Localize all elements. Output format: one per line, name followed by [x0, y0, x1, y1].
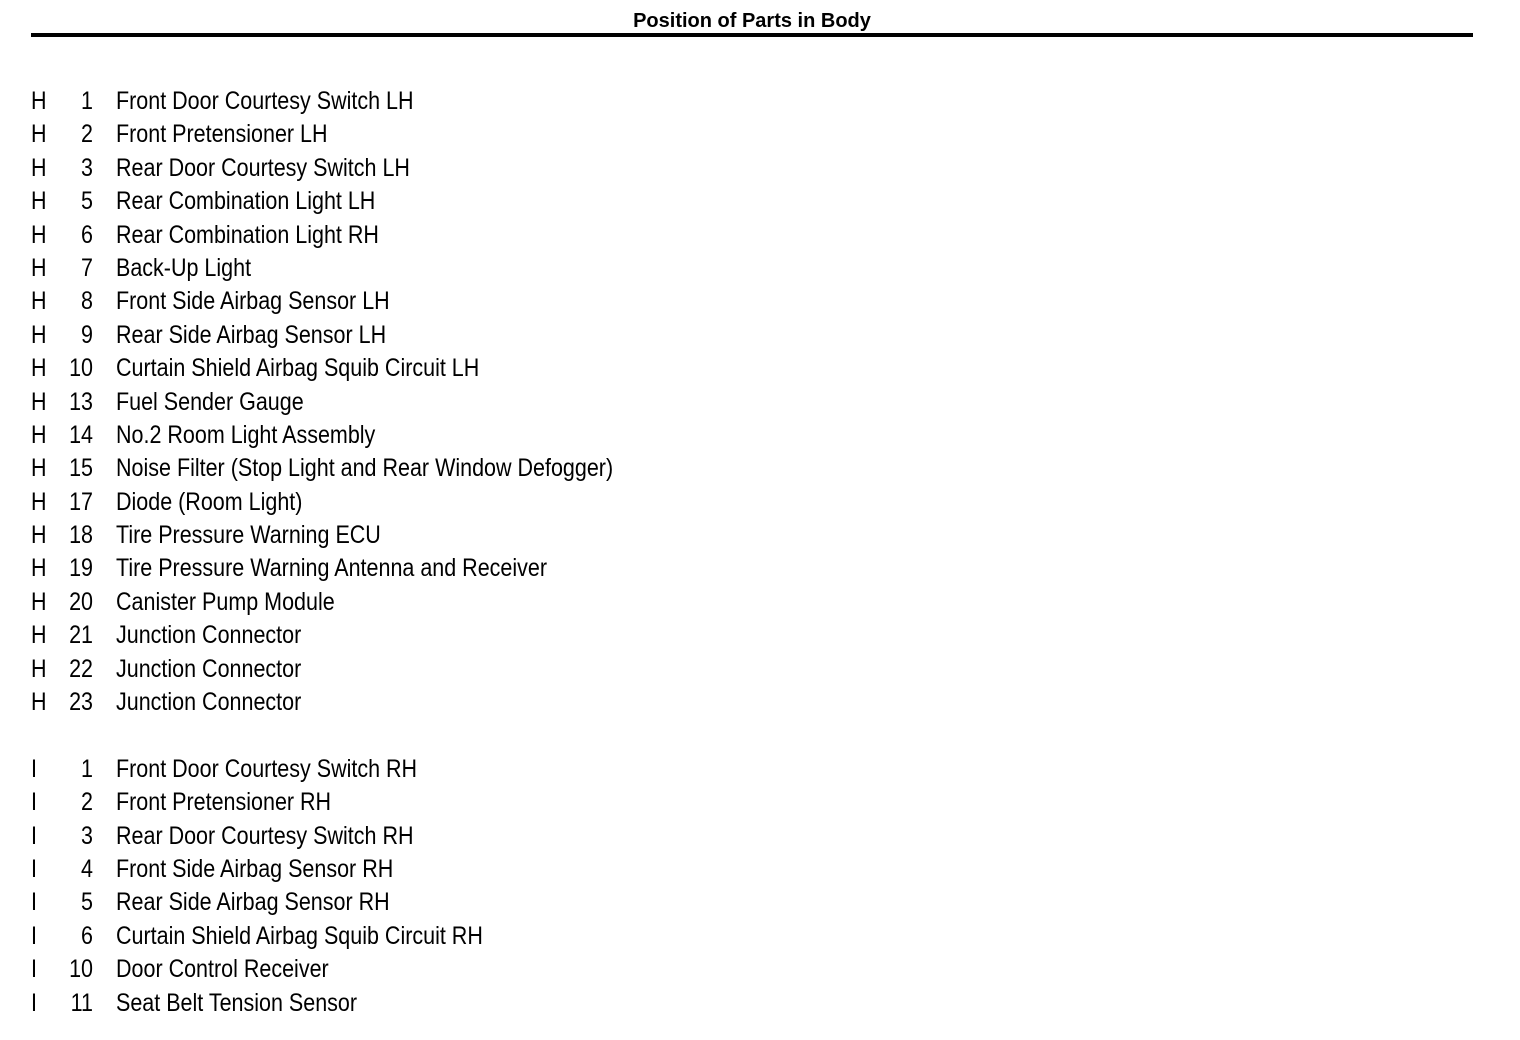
list-item	[31, 786, 1231, 819]
list-item	[31, 619, 1231, 652]
connector-code: H	[31, 354, 47, 383]
list-item	[31, 118, 1231, 151]
part-name: Diode (Room Light)	[116, 487, 303, 516]
list-item	[31, 820, 1231, 853]
connector-code: H	[31, 554, 47, 583]
part-name: Front Pretensioner LH	[116, 120, 328, 149]
list-item	[31, 352, 1231, 385]
connector-number: 13	[69, 387, 93, 416]
connector-code: I	[31, 788, 37, 817]
part-name: Front Door Courtesy Switch LH	[116, 87, 414, 115]
list-item	[31, 552, 1231, 585]
part-name: Curtain Shield Airbag Squib Circuit RH	[116, 921, 483, 950]
part-name: Door Control Receiver	[116, 955, 329, 984]
connector-number: 10	[69, 354, 93, 383]
page-title: Position of Parts in Body	[633, 10, 871, 32]
list-item	[31, 920, 1231, 953]
part-name: Rear Combination Light RH	[116, 220, 379, 249]
connector-code: H	[31, 654, 47, 683]
list-item	[31, 686, 1231, 719]
list-item	[31, 152, 1231, 185]
connector-number: 11	[70, 988, 93, 1017]
connector-number: 17	[69, 487, 93, 516]
part-name: Rear Side Airbag Sensor LH	[116, 320, 387, 349]
part-name: Rear Door Courtesy Switch RH	[116, 821, 414, 850]
part-name: Tire Pressure Warning ECU	[116, 521, 381, 550]
connector-number: 2	[81, 120, 93, 149]
connector-number: 21	[69, 621, 93, 650]
list-item	[31, 85, 1231, 118]
list-item	[31, 285, 1231, 318]
connector-code: I	[31, 888, 37, 917]
connector-number: 20	[69, 587, 93, 616]
connector-code: I	[31, 821, 37, 850]
connector-number: 1	[81, 87, 93, 115]
list-item	[31, 519, 1231, 552]
connector-code: H	[31, 320, 47, 349]
connector-number: 19	[69, 554, 93, 583]
connector-code: H	[31, 487, 47, 516]
connector-number: 5	[81, 187, 93, 216]
connector-code: I	[31, 955, 37, 984]
connector-number: 1	[81, 754, 93, 783]
part-name: Rear Door Courtesy Switch LH	[116, 153, 410, 182]
connector-code: H	[31, 587, 47, 616]
list-item	[31, 886, 1231, 919]
connector-code: I	[31, 921, 37, 950]
connector-code: I	[31, 988, 37, 1017]
connector-code: H	[31, 387, 47, 416]
list-item	[31, 185, 1231, 218]
connector-number: 18	[69, 521, 93, 550]
part-name: Curtain Shield Airbag Squib Circuit LH	[116, 354, 480, 383]
part-name: Tire Pressure Warning Antenna and Receiver	[116, 554, 548, 583]
list-item	[31, 419, 1231, 452]
connector-code: H	[31, 521, 47, 550]
list-item	[31, 953, 1231, 986]
title-rule	[31, 33, 1473, 37]
parts-list	[31, 85, 1231, 1020]
list-item	[31, 586, 1231, 619]
part-name: Rear Side Airbag Sensor RH	[116, 888, 390, 917]
connector-number: 7	[81, 253, 93, 282]
connector-number: 4	[81, 854, 93, 883]
connector-code: H	[31, 153, 47, 182]
connector-code: H	[31, 87, 47, 115]
connector-number: 15	[69, 454, 93, 483]
list-item	[31, 753, 1231, 786]
list-item	[31, 219, 1231, 252]
part-name: Junction Connector	[116, 621, 302, 650]
list-item	[31, 653, 1231, 686]
part-name: Front Side Airbag Sensor LH	[116, 287, 390, 316]
part-name: Back-Up Light	[116, 253, 252, 282]
part-name: Front Side Airbag Sensor RH	[116, 854, 394, 883]
connector-code: I	[31, 754, 37, 783]
connector-number: 8	[81, 287, 93, 316]
list-item	[31, 252, 1231, 285]
list-item	[31, 486, 1231, 519]
connector-code: I	[31, 854, 37, 883]
connector-number: 2	[81, 788, 93, 817]
connector-code: H	[31, 253, 47, 282]
connector-code: H	[31, 220, 47, 249]
connector-number: 23	[69, 688, 93, 717]
connector-code: H	[31, 621, 47, 650]
list-item	[31, 987, 1231, 1020]
connector-number: 6	[81, 220, 93, 249]
list-item	[31, 853, 1231, 886]
part-name: No.2 Room Light Assembly	[116, 420, 376, 449]
connector-number: 22	[69, 654, 93, 683]
part-name: Junction Connector	[116, 688, 302, 717]
parts-group-i	[31, 753, 1231, 1020]
parts-group-h	[31, 85, 1231, 719]
connector-number: 14	[69, 420, 93, 449]
connector-number: 3	[81, 153, 93, 182]
list-item	[31, 452, 1231, 485]
list-item	[31, 386, 1231, 419]
part-name: Junction Connector	[116, 654, 302, 683]
connector-number: 9	[81, 320, 93, 349]
connector-number: 3	[81, 821, 93, 850]
connector-code: H	[31, 287, 47, 316]
list-item	[31, 319, 1231, 352]
part-name: Front Door Courtesy Switch RH	[116, 754, 418, 783]
part-name: Rear Combination Light LH	[116, 187, 376, 216]
connector-number: 6	[81, 921, 93, 950]
connector-code: H	[31, 688, 47, 717]
part-name: Noise Filter (Stop Light and Rear Window Defogger)	[116, 454, 614, 483]
connector-code: H	[31, 420, 47, 449]
part-name: Seat Belt Tension Sensor	[116, 988, 358, 1017]
connector-number: 5	[81, 888, 93, 917]
part-name: Canister Pump Module	[116, 587, 335, 616]
connector-code: H	[31, 187, 47, 216]
connector-code: H	[31, 454, 47, 483]
part-name: Front Pretensioner RH	[116, 788, 332, 817]
connector-code: H	[31, 120, 47, 149]
connector-number: 10	[69, 955, 93, 984]
part-name: Fuel Sender Gauge	[116, 387, 304, 416]
